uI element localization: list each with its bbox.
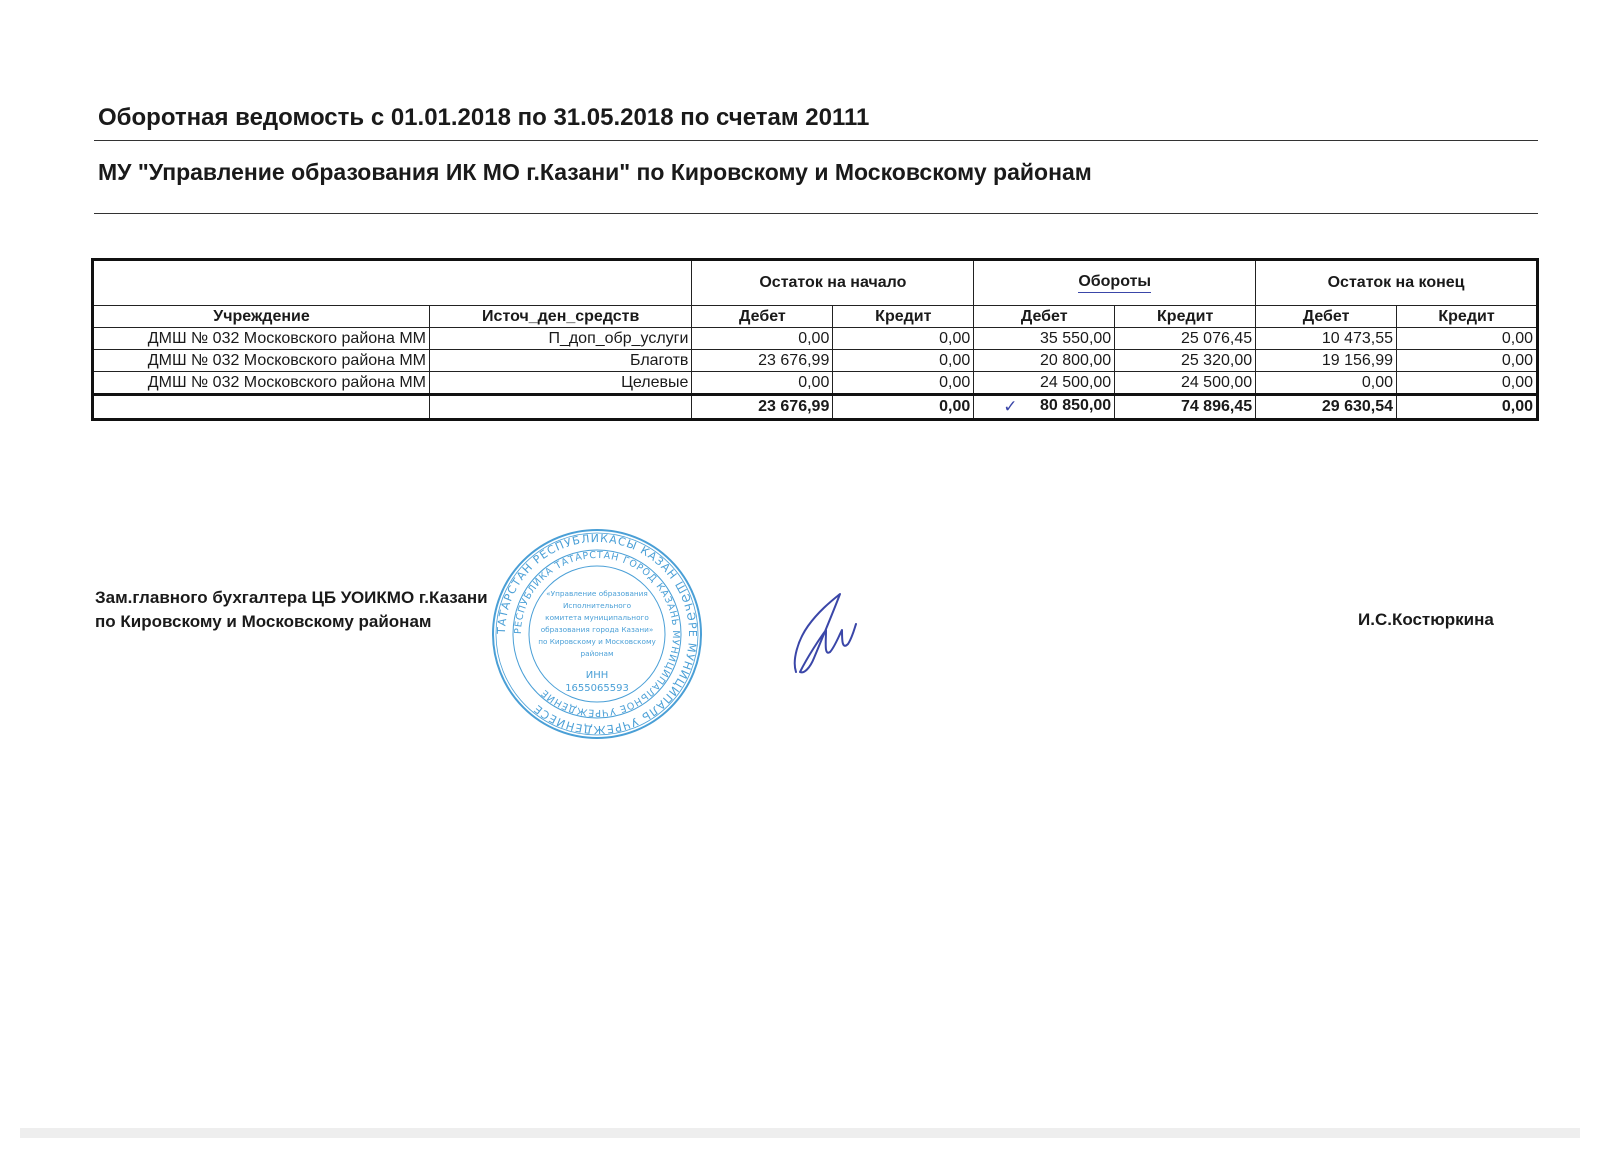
cell-close-credit: 0,00 [1397,328,1538,350]
stamp-center-line: районам [580,649,614,658]
cell-turn-credit: 24 500,00 [1115,372,1256,395]
signer-name: И.С.Костюркина [1358,610,1494,629]
cell-institution: ДМШ № 032 Московского района ММ [93,328,430,350]
table-row [93,328,1538,350]
group-header-blank [93,260,692,306]
total-turn-debit-cell [974,395,1115,420]
col-header-source: Источ_ден_средств [429,306,691,328]
document-title: Оборотная ведомость с 01.01.2018 по 31.05.2018 по счетам 20111 [98,104,870,131]
totals-row [93,395,1538,420]
scan-edge [20,1128,1580,1138]
signer-position-line1: Зам.главного бухгалтера ЦБ УОИКМО г.Казани [95,588,488,607]
cell-turn-debit: 20 800,00 [974,350,1115,372]
group-header-closing: Остаток на конец [1256,260,1538,306]
total-close-debit: 29 630,54 [1256,395,1397,420]
official-stamp-icon [490,527,704,741]
group-header-turnover-label: Обороты [1078,273,1151,293]
signer-position-line2: по Кировскому и Московскому районам [95,612,432,631]
cell-open-debit: 0,00 [692,328,833,350]
cell-open-credit: 0,00 [833,328,974,350]
cell-open-debit: 23 676,99 [692,350,833,372]
turnover-table [91,258,1539,421]
table-row [93,350,1538,372]
group-header-turnover [974,260,1256,306]
col-header-institution: Учреждение [93,306,430,328]
stamp-center-line: «Управление образования [546,589,648,598]
col-header-turn-credit: Кредит [1115,306,1256,328]
cell-open-credit: 0,00 [833,372,974,395]
cell-open-credit: 0,00 [833,350,974,372]
cell-turn-credit: 25 320,00 [1115,350,1256,372]
col-header-close-credit: Кредит [1397,306,1538,328]
stamp-center-line: по Кировскому и Московскому [538,637,656,646]
table-row [93,372,1538,395]
stamp-center-line: Исполнительного [562,601,632,610]
cell-source: П_доп_обр_услуги [429,328,691,350]
column-header-row [93,306,1538,328]
stamp-inn-number: 1655065593 [565,683,629,694]
stamp-center-line: комитета муниципального [545,613,649,622]
total-blank-source [429,395,691,420]
signer-position [95,586,488,634]
cell-close-credit: 0,00 [1397,350,1538,372]
cell-open-debit: 0,00 [692,372,833,395]
total-turn-credit: 74 896,45 [1115,395,1256,420]
cell-source: Целевые [429,372,691,395]
total-turn-debit: 80 850,00 [1040,397,1112,414]
col-header-turn-debit: Дебет [974,306,1115,328]
cell-close-credit: 0,00 [1397,372,1538,395]
total-open-credit: 0,00 [833,395,974,420]
stamp-center-line: образования города Казани» [540,625,654,634]
total-open-debit: 23 676,99 [692,395,833,420]
cell-turn-debit: 24 500,00 [974,372,1115,395]
title-rule [94,140,1538,141]
stamp-outer-text: ТАТАРСТАН РЕСПУБЛИКАСЫ КАЗАН ШӘҺӘРЕ МУНИЦИПАЛЬ УЧРЕЖДЕНИЕСЕ [494,531,700,737]
col-header-open-debit: Дебет [692,306,833,328]
cell-turn-debit: 35 550,00 [974,328,1115,350]
stamp-inner-ring-text: РЕСПУБЛИКА ТАТАРСТАН ГОРОД КАЗАНЬ МУНИЦИПАЛЬНОЕ УЧРЕЖДЕНИЕ [512,549,682,719]
cell-close-debit: 19 156,99 [1256,350,1397,372]
total-blank-institution [93,395,430,420]
col-header-close-debit: Дебет [1256,306,1397,328]
handwritten-signature-icon [790,590,860,680]
cell-source: Благотв [429,350,691,372]
organization-title: МУ "Управление образования ИК МО г.Казани" по Кировскому и Московскому районам [98,159,1092,185]
group-header-opening: Остаток на начало [692,260,974,306]
cell-turn-credit: 25 076,45 [1115,328,1256,350]
cell-close-debit: 10 473,55 [1256,328,1397,350]
check-mark-icon: ✓ [1003,397,1018,416]
total-close-credit: 0,00 [1397,395,1538,420]
cell-institution: ДМШ № 032 Московского района ММ [93,372,430,395]
cell-institution: ДМШ № 032 Московского района ММ [93,350,430,372]
col-header-open-credit: Кредит [833,306,974,328]
organization-rule [94,213,1538,214]
stamp-inn-label: ИНН [585,670,609,681]
group-header-row [93,260,1538,306]
cell-close-debit: 0,00 [1256,372,1397,395]
